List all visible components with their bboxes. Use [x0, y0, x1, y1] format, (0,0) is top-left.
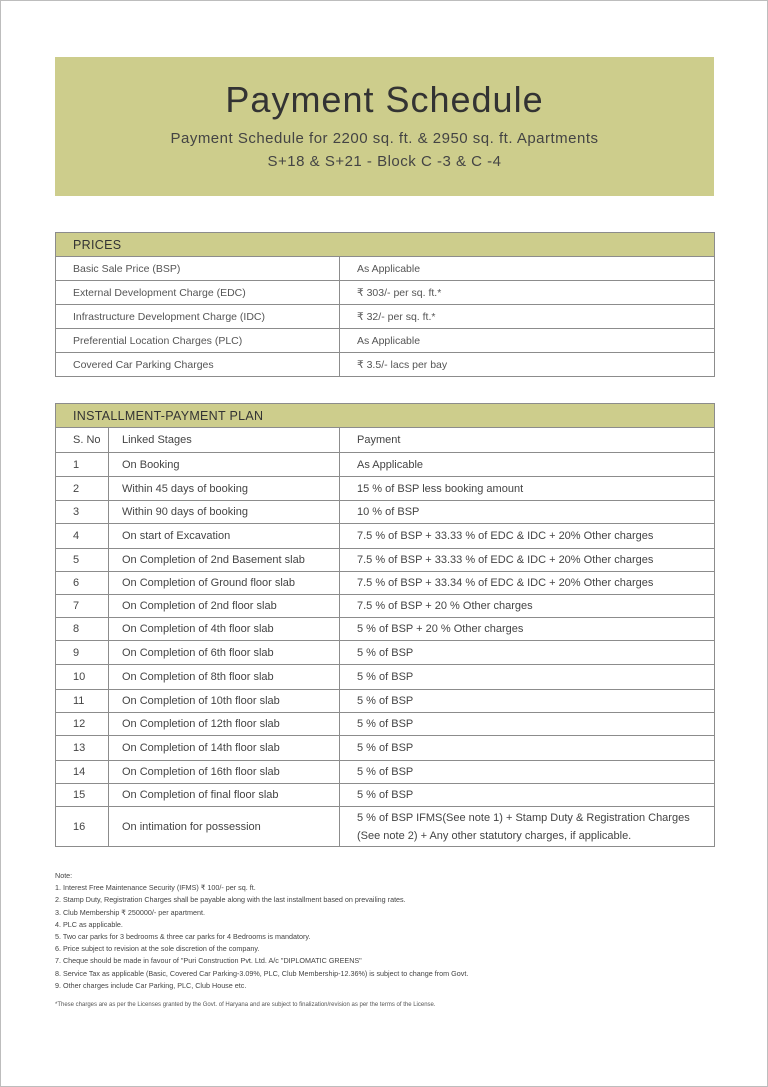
row-number: 7: [56, 595, 109, 618]
prices-heading: PRICES: [56, 233, 715, 257]
row-stage: On Completion of final floor slab: [109, 784, 340, 807]
row-payment: [340, 807, 715, 847]
column-header-stage: Linked Stages: [109, 428, 340, 453]
price-label: Basic Sale Price (BSP): [56, 257, 340, 281]
note-item: 1. Interest Free Maintenance Security (IFMS) ₹ 100/- per sq. ft.: [55, 883, 256, 893]
note-item: 3. Club Membership ₹ 250000/- per apartment.: [55, 907, 205, 917]
row-payment: 5 % of BSP: [340, 761, 715, 784]
payment-line-2: (See note 2) + Any other statutory charges, if applicable.: [357, 829, 632, 842]
price-value: ₹ 3.5/- lacs per bay: [340, 353, 715, 377]
row-payment: 7.5 % of BSP + 20 % Other charges: [340, 595, 715, 618]
block-info: S+18 & S+21 - Block C -3 & C -4: [267, 153, 502, 170]
row-number: 8: [56, 618, 109, 641]
row-number: 3: [56, 501, 109, 524]
row-number: 4: [56, 524, 109, 549]
row-number: 6: [56, 572, 109, 595]
table-row: [56, 477, 715, 501]
row-stage: Within 90 days of booking: [109, 501, 340, 524]
plan-header-row: [56, 428, 715, 453]
table-row: [56, 807, 715, 847]
table-row: [56, 572, 715, 595]
price-row: [56, 257, 715, 281]
row-number: 11: [56, 690, 109, 713]
row-stage: On Completion of 8th floor slab: [109, 665, 340, 690]
table-row: [56, 453, 715, 477]
price-row: [56, 353, 715, 377]
row-number: 14: [56, 761, 109, 784]
row-number: 12: [56, 713, 109, 736]
price-label: Infrastructure Development Charge (IDC): [56, 305, 340, 329]
row-payment: 10 % of BSP: [340, 501, 715, 524]
table-row: [56, 549, 715, 572]
note-item: 9. Other charges include Car Parking, PLC, Club House etc.: [55, 980, 247, 990]
row-stage: On start of Excavation: [109, 524, 340, 549]
table-row: [56, 736, 715, 761]
table-row: [56, 761, 715, 784]
table-row: [56, 713, 715, 736]
table-row: [56, 524, 715, 549]
page-subtitle: Payment Schedule for 2200 sq. ft. & 2950 sq. ft. Apartments: [170, 130, 599, 147]
price-value: ₹ 32/- per sq. ft.*: [340, 305, 715, 329]
note-item: 5. Two car parks for 3 bedrooms & three car parks for 4 Bedrooms is mandatory.: [55, 932, 311, 942]
table-row: [56, 595, 715, 618]
installment-plan-table: [55, 403, 715, 847]
row-number: 2: [56, 477, 109, 501]
price-value: As Applicable: [340, 329, 715, 353]
row-payment: 5 % of BSP + 20 % Other charges: [340, 618, 715, 641]
row-payment: 5 % of BSP: [340, 641, 715, 665]
row-payment: As Applicable: [340, 453, 715, 477]
row-payment: 7.5 % of BSP + 33.34 % of EDC & IDC + 20% Other charges: [340, 572, 715, 595]
row-stage: Within 45 days of booking: [109, 477, 340, 501]
row-stage: On Completion of 16th floor slab: [109, 761, 340, 784]
row-number: 10: [56, 665, 109, 690]
row-stage: On Completion of 2nd floor slab: [109, 595, 340, 618]
table-row: [56, 665, 715, 690]
row-stage: On Completion of 2nd Basement slab: [109, 549, 340, 572]
row-stage: On Completion of 12th floor slab: [109, 713, 340, 736]
table-row: [56, 501, 715, 524]
row-payment: 5 % of BSP: [340, 713, 715, 736]
table-row: [56, 618, 715, 641]
price-label: Covered Car Parking Charges: [56, 353, 340, 377]
note-item: 4. PLC as applicable.: [55, 919, 123, 929]
row-number: 13: [56, 736, 109, 761]
note-item: 6. Price subject to revision at the sole discretion of the company.: [55, 944, 260, 954]
row-stage: On Completion of Ground floor slab: [109, 572, 340, 595]
title-banner: [55, 57, 714, 196]
payment-line-1: 5 % of BSP IFMS(See note 1) + Stamp Duty & Registration Charges: [357, 811, 690, 824]
notes-heading: Note:: [55, 871, 73, 880]
row-stage: On Booking: [109, 453, 340, 477]
plan-heading: INSTALLMENT-PAYMENT PLAN: [56, 404, 715, 428]
notes-section: [55, 870, 715, 992]
row-stage: On intimation for possession: [109, 807, 340, 847]
row-number: 16: [56, 807, 109, 847]
row-payment: 5 % of BSP: [340, 690, 715, 713]
row-payment: 7.5 % of BSP + 33.33 % of EDC & IDC + 20% Other charges: [340, 549, 715, 572]
row-stage: On Completion of 6th floor slab: [109, 641, 340, 665]
price-row: [56, 281, 715, 305]
prices-table: [55, 232, 715, 377]
price-row: [56, 329, 715, 353]
row-number: 15: [56, 784, 109, 807]
page-title: Payment Schedule: [225, 79, 544, 120]
note-item: 7. Cheque should be made in favour of "Puri Construction Pvt. Ltd. A/c "DIPLOMATIC GREENS": [55, 956, 362, 966]
row-number: 1: [56, 453, 109, 477]
column-header-sno: S. No: [56, 428, 109, 453]
table-row: [56, 784, 715, 807]
row-payment: 7.5 % of BSP + 33.33 % of EDC & IDC + 20% Other charges: [340, 524, 715, 549]
row-payment: 5 % of BSP: [340, 665, 715, 690]
row-number: 9: [56, 641, 109, 665]
row-stage: On Completion of 4th floor slab: [109, 618, 340, 641]
row-payment: 5 % of BSP: [340, 784, 715, 807]
price-value: ₹ 303/- per sq. ft.*: [340, 281, 715, 305]
row-payment: 15 % of BSP less booking amount: [340, 477, 715, 501]
table-row: [56, 690, 715, 713]
price-label: Preferential Location Charges (PLC): [56, 329, 340, 353]
note-item: 8. Service Tax as applicable (Basic, Covered Car Parking-3.09%, PLC, Club Membership-12.36%) is subject to change from Govt.: [55, 968, 469, 978]
price-value: As Applicable: [340, 257, 715, 281]
row-stage: On Completion of 14th floor slab: [109, 736, 340, 761]
license-footnote: *These charges are as per the Licenses granted by the Govt. of Haryana and are subject to finalization/revision as per the terms of the License.: [55, 1002, 436, 1008]
price-row: [56, 305, 715, 329]
row-payment: 5 % of BSP: [340, 736, 715, 761]
row-stage: On Completion of 10th floor slab: [109, 690, 340, 713]
row-number: 5: [56, 549, 109, 572]
note-item: 2. Stamp Duty, Registration Charges shall be payable along with the last installment based on prevailing rates.: [55, 895, 406, 905]
price-label: External Development Charge (EDC): [56, 281, 340, 305]
table-row: [56, 641, 715, 665]
column-header-payment: Payment: [340, 428, 715, 453]
